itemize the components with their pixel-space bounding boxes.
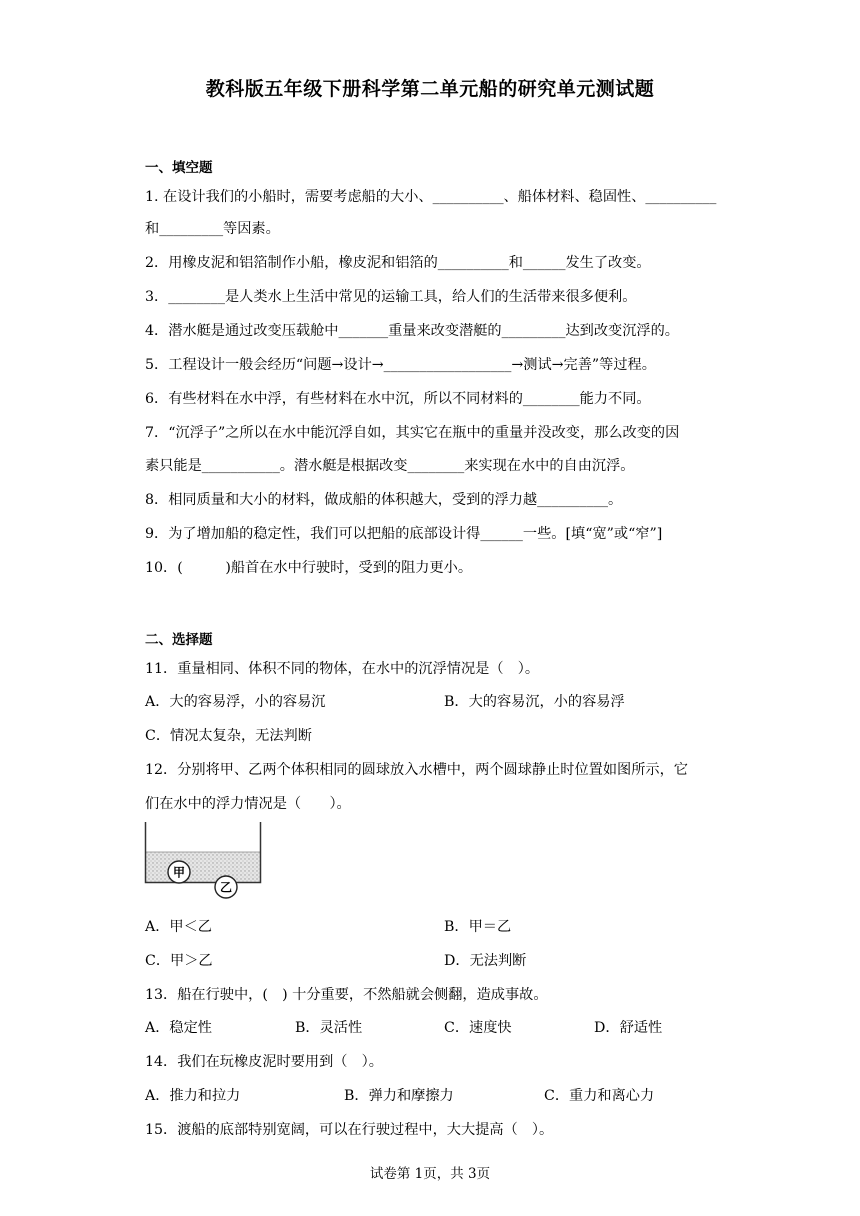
ball-jia-label: 甲 — [172, 865, 186, 880]
option-c: C．甲＞乙 — [145, 953, 213, 969]
question-line: 8．相同质量和大小的材料，做成船的体积越大，受到的浮力越__________。 — [145, 492, 623, 508]
option-d: D．无法判断 — [444, 953, 527, 969]
option-b: B．弹力和摩擦力 — [344, 1088, 454, 1104]
option-a: A．推力和拉力 — [145, 1088, 241, 1104]
water-tank-figure — [144, 822, 262, 895]
question-line: 2．用橡皮泥和铝箔制作小船，橡皮泥和铝箔的__________和______发生了改变。 — [145, 255, 651, 271]
question-stem-11: 11．重量相同、体积不同的物体，在水中的沉浮情况是（ ）。 — [145, 661, 540, 677]
question-stem-13: 13．船在行驶中，( ) 十分重要，不然船就会侧翻，造成事故。 — [145, 987, 548, 1003]
ball-yi-label: 乙 — [219, 880, 233, 895]
option-a: A．大的容易浮，小的容易沉 — [145, 694, 326, 710]
question-stem-15: 15．渡船的底部特别宽阔，可以在行驶过程中，大大提高（ ）。 — [145, 1122, 554, 1138]
option-c: C．重力和离心力 — [544, 1088, 655, 1104]
option-b: B．灵活性 — [295, 1020, 363, 1036]
question-line: 10．( )船首在水中行驶时，受到的阻力更小。 — [145, 560, 473, 576]
question-line: 3．________是人类水上生活中常见的运输工具，给人们的生活带来很多便利。 — [145, 289, 637, 305]
option-a: A．甲＜乙 — [145, 919, 212, 935]
question-line: 素只能是___________。潜水艇是根据改变________来实现在水中的自由沉浮。 — [145, 458, 635, 474]
water-tank-illustration — [144, 822, 262, 895]
question-line: 4．潜水艇是通过改变压载舱中_______重量来改变潜艇的_________达到改变沉浮的。 — [145, 323, 679, 339]
question-stem-14: 14．我们在玩橡皮泥时要用到（ ）。 — [145, 1054, 383, 1070]
question-line: 和_________等因素。 — [145, 221, 280, 237]
question-line: 7．“沉浮子”之所以在水中能沉浮自如，其实它在瓶中的重量并没改变，那么改变的因 — [145, 425, 680, 441]
question-line: 5．工程设计一般会经历“问题→设计→__________________→测试→完善”等过程。 — [145, 357, 656, 373]
question-line: 9．为了增加船的稳定性，我们可以把船的底部设计得______一些。[填“宽”或“窄”] — [145, 526, 663, 542]
page-footer: 试卷第 1页，共 3页 — [369, 1166, 491, 1182]
question-line: 6．有些材料在水中浮，有些材料在水中沉，所以不同材料的________能力不同。 — [145, 391, 651, 407]
section-heading-multiple-choice: 二、选择题 — [145, 632, 213, 648]
option-d: D．舒适性 — [594, 1020, 663, 1036]
option-b: B．甲＝乙 — [444, 919, 512, 935]
question-stem-12-cont: 们在水中的浮力情况是（ ）。 — [145, 796, 351, 812]
option-c: C．速度快 — [444, 1020, 512, 1036]
water-area — [146, 852, 261, 883]
option-c: C．情况太复杂，无法判断 — [145, 728, 312, 744]
page-title: 教科版五年级下册科学第二单元船的研究单元测试题 — [205, 78, 655, 100]
option-b: B．大的容易沉，小的容易浮 — [444, 694, 625, 710]
section-heading-fill-blank: 一、填空题 — [145, 160, 213, 176]
option-a: A．稳定性 — [145, 1020, 212, 1036]
question-line: 1. 在设计我们的小船时，需要考虑船的大小、__________、船体材料、稳固性、__________ — [145, 189, 717, 205]
question-stem-12: 12．分别将甲、乙两个体积相同的圆球放入水槽中，两个圆球静止时位置如图所示，它 — [145, 762, 688, 778]
